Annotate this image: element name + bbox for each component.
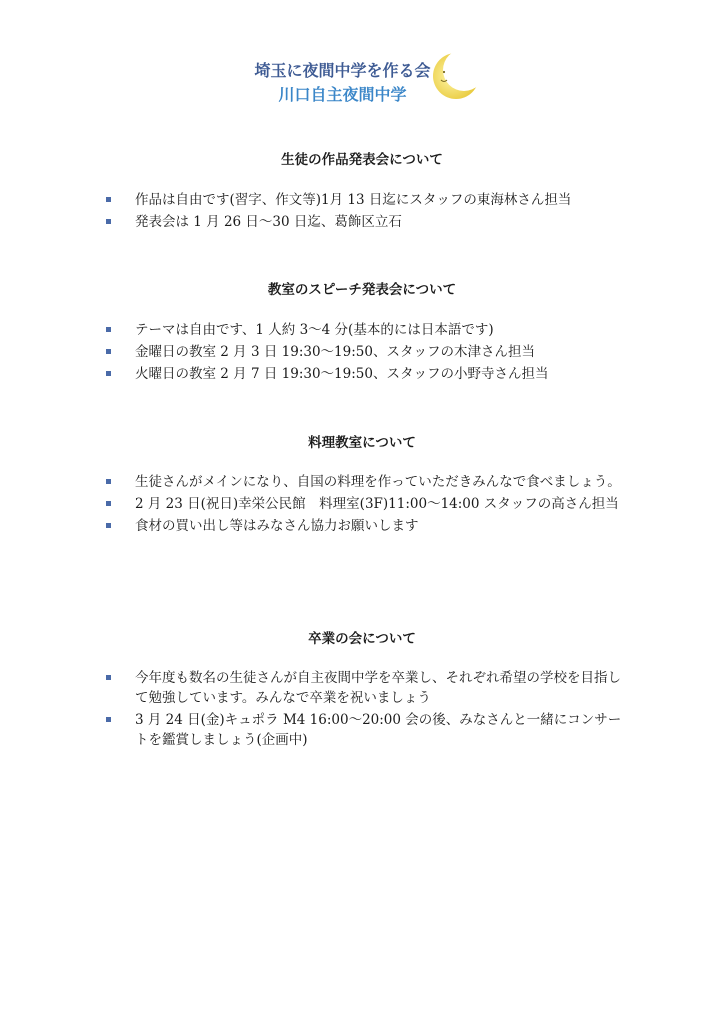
section-title-artwork: 生徒の作品発表会について — [281, 152, 443, 168]
section-title-speech: 教室のスピーチ発表会について — [267, 282, 457, 298]
list-item: テーマは自由です、1 人約 3～4 分(基本的には日本語です) — [104, 320, 634, 340]
list-item: 食材の買い出し等はみなさん協力お願いします — [104, 516, 634, 536]
speech-list — [104, 320, 634, 386]
square-bullet-icon — [106, 523, 111, 528]
list-item: 今年度も数名の生徒さんが自主夜間中学を卒業し、それぞれ希望の学校を目指して勉強しています。みんなで卒業を祝いましょう — [104, 668, 634, 708]
org-subname: 川口自主夜間中学 — [278, 85, 407, 104]
square-bullet-icon — [106, 327, 111, 332]
list-item: 作品は自由です(習字、作文等)1月 13 日迄にスタッフの東海林さん担当 — [104, 190, 634, 210]
list-item: 金曜日の教室 2 月 3 日 19:30～19:50、スタッフの木津さん担当 — [104, 342, 634, 362]
list-item: 発表会は 1 月 26 日～30 日迄、葛飾区立石 — [104, 212, 634, 232]
square-bullet-icon — [106, 371, 111, 376]
header — [0, 50, 724, 110]
square-bullet-icon — [106, 717, 111, 722]
square-bullet-icon — [106, 197, 111, 202]
square-bullet-icon — [106, 501, 111, 506]
square-bullet-icon — [106, 479, 111, 484]
square-bullet-icon — [106, 219, 111, 224]
list-item: 生徒さんがメインになり、自国の料理を作っていただきみんなで食べましょう。 — [104, 472, 634, 492]
section-title-cooking: 料理教室について — [308, 435, 416, 451]
square-bullet-icon — [106, 349, 111, 354]
square-bullet-icon — [106, 675, 111, 680]
org-name: 埼玉に夜間中学を作る会 — [254, 61, 431, 80]
artwork-list — [104, 190, 634, 234]
list-item: 2 月 23 日(祝日)幸栄公民館 料理室(3F)11:00～14:00 スタッフの高さん担当 — [104, 494, 634, 514]
list-item: 3 月 24 日(金)キュポラ M4 16:00～20:00 会の後、みなさんと一緒にコンサートを鑑賞しましょう(企画中) — [104, 710, 634, 750]
list-item: 火曜日の教室 2 月 7 日 19:30～19:50、スタッフの小野寺さん担当 — [104, 364, 634, 384]
section-title-graduation: 卒業の会について — [308, 631, 416, 647]
cooking-list — [104, 472, 634, 538]
graduation-list — [104, 668, 634, 752]
crescent-moon-icon — [432, 50, 480, 102]
